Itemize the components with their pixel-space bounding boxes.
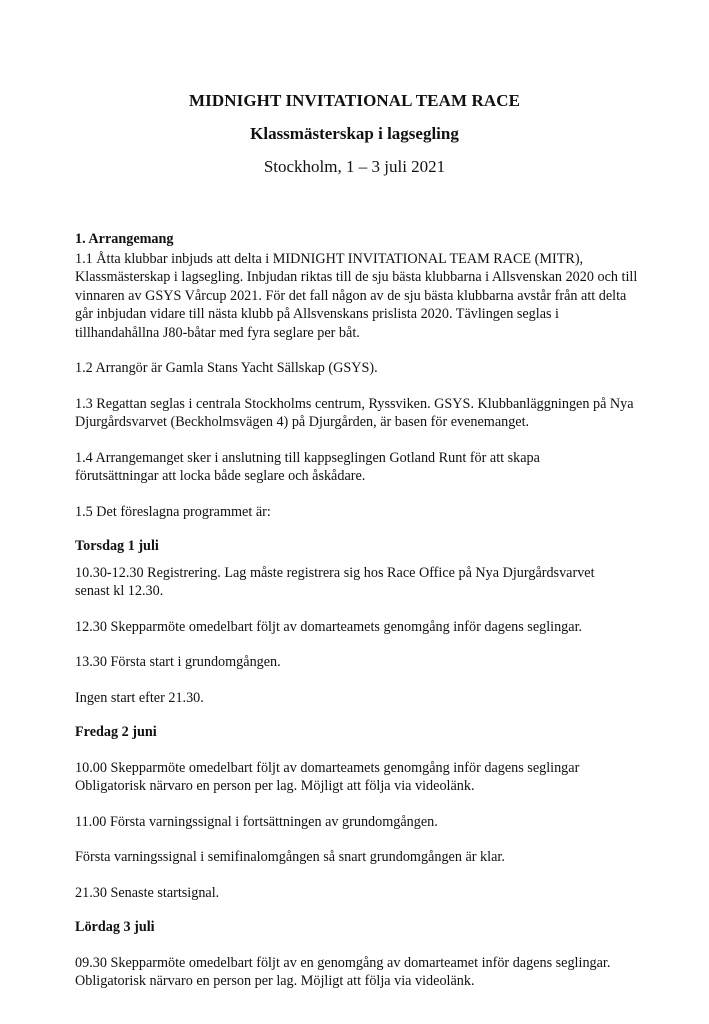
friday-line-2: 11.00 Första varningssignal i fortsättningen av grundomgången. (75, 813, 438, 830)
paragraph-1-3: 1.3 Regattan seglas i centrala Stockholms centrum, Ryssviken. GSYS. Klubbanläggningen på Nya Djurgårdsvarvet (Beckholmsvägen 4) på Djurgården, är basen för evenemanget. (75, 395, 634, 430)
day-heading-friday: Fredag 2 juni (75, 724, 157, 740)
paragraph-1-5: 1.5 Det föreslagna programmet är: (75, 503, 271, 520)
document-subtitle: Klassmästerskap i lagsegling (250, 124, 459, 143)
paragraph-1-4: 1.4 Arrangemanget sker i anslutning till kappseglingen Gotland Runt för att skapa förutsättningar att locka både seglare och åskådare. (75, 449, 540, 484)
paragraph-1-2: 1.2 Arrangör är Gamla Stans Yacht Sällskap (GSYS). (75, 360, 378, 376)
saturday-line-1: 09.30 Skepparmöte omedelbart följt av en genomgång av domarteamet inför dagens seglingar. Obligatorisk närvaro en person per lag. Möjligt att följa via videolänk. (75, 954, 611, 989)
day-heading-thursday: Torsdag 1 juli (75, 538, 159, 554)
thursday-line-3: 13.30 Första start i grundomgången. (75, 654, 281, 670)
thursday-line-4: Ingen start efter 21.30. (75, 689, 204, 706)
friday-line-1: 10.00 Skepparmöte omedelbart följt av domarteamets genomgång inför dagens seglingar Obligatorisk närvaro en person per lag. Möjligt att följa via videolänk. (75, 759, 580, 794)
section-heading-arrangemang: 1. Arrangemang (75, 231, 174, 247)
paragraph-1-1: 1.1 Åtta klubbar inbjuds att delta i MIDNIGHT INVITATIONAL TEAM RACE (MITR), Klassmästerskap i lagsegling. Inbjudan riktas till de sju bästa klubbarna i Allsvenskan 2020 och till vinnaren av GSYS Vårcup 2021. För det fall någon av de sju bästa klubbarna avstår från att delta går inbjudan vidare till nästa klubb på Allsvenskans prislista 2020. Tävlingen seglas i tillhandahållna J80-båtar med fyra seglare per båt. (75, 250, 638, 341)
document-body (75, 230, 675, 991)
thursday-line-1: 10.30-12.30 Registrering. Lag måste registrera sig hos Race Office på Nya Djurgårdsvarvet senast kl 12.30. (75, 564, 595, 599)
thursday-line-2: 12.30 Skepparmöte omedelbart följt av domarteamets genomgång inför dagens seglingar. (75, 618, 583, 635)
day-heading-saturday: Lördag 3 juli (75, 919, 155, 935)
location-date: Stockholm, 1 – 3 juli 2021 (263, 157, 446, 176)
friday-line-3: Första varningssignal i semifinalomgången så snart grundomgången är klar. (75, 849, 505, 865)
friday-line-4: 21.30 Senaste startsignal. (75, 884, 220, 901)
document-title: MIDNIGHT INVITATIONAL TEAM RACE (188, 91, 521, 110)
